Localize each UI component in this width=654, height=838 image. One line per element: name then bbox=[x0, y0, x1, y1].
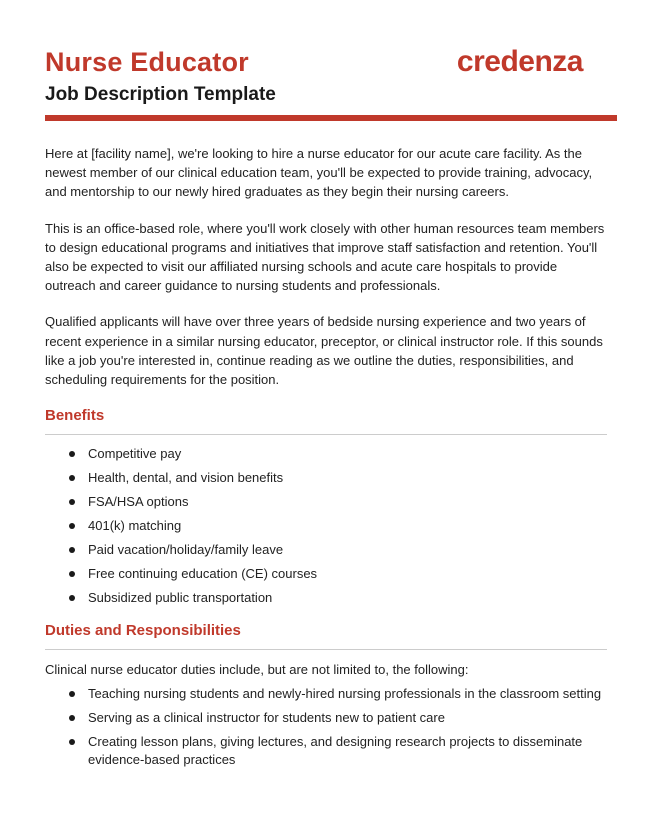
list-item: Health, dental, and vision benefits bbox=[69, 469, 607, 487]
bullet-icon bbox=[69, 547, 75, 553]
bullet-icon bbox=[69, 451, 75, 457]
list-item: Serving as a clinical instructor for students new to patient care bbox=[69, 709, 607, 727]
benefits-list bbox=[45, 445, 607, 607]
list-item: Subsidized public transportation bbox=[69, 589, 607, 607]
header-divider bbox=[45, 115, 617, 121]
intro-paragraph-3: Qualified applicants will have over three years of bedside nursing experience and two years of recent experience in a similar nursing educator, preceptor, or clinical instructor role. If this sounds like a job you're interested in, continue reading as we outline the duties, responsibilities, and scheduling requirements for the position. bbox=[45, 314, 603, 388]
list-item: 401(k) matching bbox=[69, 517, 607, 535]
bullet-icon bbox=[69, 475, 75, 481]
intro-paragraph-2: This is an office-based role, where you'll work closely with other human resources team members to design educational programs and initiatives that improve staff satisfaction and retention. You'll also be expected to visit our affiliated nursing schools and acute care hospitals to provide outreach and career guidance to nursing students and professionals. bbox=[45, 220, 605, 294]
bullet-icon bbox=[69, 499, 75, 505]
benefits-heading: Benefits bbox=[45, 407, 105, 425]
benefits-divider bbox=[45, 434, 607, 435]
page-title: Nurse Educator bbox=[45, 47, 249, 77]
bullet-icon bbox=[69, 715, 75, 721]
list-item: Teaching nursing students and newly-hired nursing professionals in the classroom setting bbox=[69, 685, 607, 703]
list-item: Creating lesson plans, giving lectures, and designing research projects to disseminate evidence-based practices bbox=[69, 733, 607, 769]
duties-divider bbox=[45, 649, 607, 650]
page-subtitle: Job Description Template bbox=[45, 84, 276, 105]
credenza-logo: credenza bbox=[456, 45, 583, 78]
bullet-icon bbox=[69, 691, 75, 697]
document-body bbox=[45, 144, 607, 775]
duties-list bbox=[45, 685, 607, 769]
bullet-icon bbox=[69, 739, 75, 745]
list-item: Paid vacation/holiday/family leave bbox=[69, 541, 607, 559]
list-item: Competitive pay bbox=[69, 445, 607, 463]
list-item: FSA/HSA options bbox=[69, 493, 607, 511]
duties-heading: Duties and Responsibilities bbox=[45, 622, 241, 640]
intro-paragraph-1: Here at [facility name], we're looking to hire a nurse educator for our acute care facility. As the newest member of our clinical education team, you'll be expected to provide training, advocacy, and mentorship to our newly hired graduates as they begin their nursing careers. bbox=[45, 146, 593, 200]
bullet-icon bbox=[69, 595, 75, 601]
bullet-icon bbox=[69, 571, 75, 577]
document-header bbox=[45, 44, 617, 122]
bullet-icon bbox=[69, 523, 75, 529]
list-item: Free continuing education (CE) courses bbox=[69, 565, 607, 583]
duties-intro: Clinical nurse educator duties include, but are not limited to, the following: bbox=[45, 662, 469, 678]
